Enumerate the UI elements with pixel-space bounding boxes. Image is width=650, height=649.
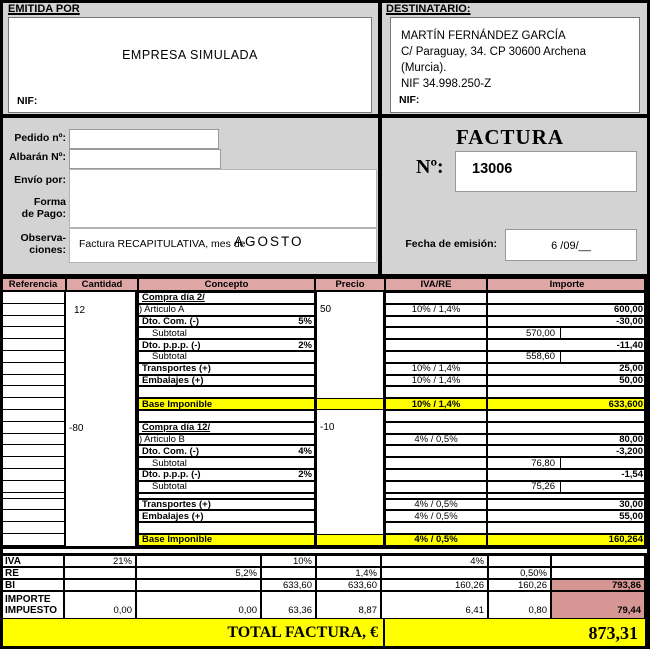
summary-cell: 21%: [64, 555, 136, 567]
invoice-number: 13006: [472, 161, 513, 177]
item-row: [138, 510, 647, 522]
iva-re-cell: 4% / 0,5%: [385, 510, 487, 522]
cantidad-value: 12: [74, 304, 86, 316]
column-header-ivare: IVA/RE: [385, 278, 487, 292]
concepto-cell: [138, 534, 315, 546]
referencia-cell: [0, 410, 66, 422]
iva-re-cell: [385, 522, 487, 534]
summary-row: [2, 555, 645, 567]
precio-cell: [315, 363, 385, 375]
concepto-label: Base Imponible: [142, 534, 213, 546]
concepto-cell: [138, 481, 315, 493]
summary-cell: 10%: [261, 555, 316, 567]
summary-label-line: RE: [5, 567, 19, 579]
importe-value: 55,00: [619, 510, 643, 522]
summary-label-re: [2, 567, 64, 579]
precio-cell: [315, 375, 385, 387]
summary-table: [0, 553, 647, 649]
iva-re-cell: [385, 410, 487, 422]
pedido-label: Pedido nº:: [14, 132, 66, 144]
summary-cell: [551, 555, 645, 567]
recipient-section-label: DESTINATARIO:: [386, 3, 471, 15]
summary-cell: 160,26: [381, 579, 488, 591]
concepto-label: Transportes (+): [142, 498, 211, 510]
concepto-cell: [138, 386, 315, 398]
paren-artifact: ): [139, 433, 143, 445]
horizontal-divider-2: [0, 274, 650, 278]
referencia-cell: [0, 481, 66, 493]
descuento-pct: 2%: [298, 469, 312, 481]
subtotal-value: 570,00: [488, 328, 561, 338]
concepto-cell: [138, 457, 315, 469]
summary-row: [2, 591, 645, 619]
summary-cell: 0,00: [136, 591, 261, 619]
invoice-panel: [378, 118, 650, 274]
concepto-label: Dto. p.p.p. (-): [142, 339, 201, 351]
summary-cell: 5,2%: [136, 567, 261, 579]
referencia-cell: [0, 398, 66, 410]
concepto-cell: [138, 363, 315, 375]
precio-cell: [315, 292, 385, 304]
concepto-cell: [138, 445, 315, 457]
referencia-cell: [0, 363, 66, 375]
subtotal-value: 75,26: [488, 482, 561, 492]
descuento-pct: 2%: [298, 339, 312, 351]
item-row: [138, 410, 647, 422]
summary-cell: 8,87: [316, 591, 381, 619]
importe-cell: [487, 363, 647, 375]
summary-label-line: IVA: [5, 555, 21, 567]
summary-label-line: BI: [5, 579, 15, 591]
item-row: [138, 304, 647, 316]
column-header-concepto: Concepto: [138, 278, 315, 292]
albaran-input[interactable]: [69, 149, 221, 169]
summary-cell: 633,60: [316, 579, 381, 591]
iva-re-cell: 4% / 0,5%: [385, 534, 487, 546]
summary-label-bi: [2, 579, 64, 591]
referencia-column: [0, 292, 66, 546]
summary-row: [2, 579, 645, 591]
concepto-label: Articulo A: [144, 304, 185, 316]
concepto-label: Compra día 2/: [142, 292, 205, 304]
issue-date-input[interactable]: [505, 229, 637, 261]
invoice-number-input[interactable]: [455, 151, 637, 192]
recipient-address-1: C/ Paraguay, 34. CP 30600 Archena: [401, 46, 586, 58]
concepto-cell: [138, 292, 315, 304]
column-header-importe: Importe: [487, 278, 647, 292]
column-header-referencia: Referencia: [0, 278, 66, 292]
importe-cell: [487, 481, 647, 493]
importe-cell: [487, 469, 647, 481]
summary-cell: [381, 567, 488, 579]
importe-value: -30,00: [616, 316, 643, 327]
iva-re-cell: [385, 292, 487, 304]
concepto-cell: [138, 398, 315, 410]
item-row: [138, 363, 647, 375]
importe-cell: [487, 304, 647, 316]
item-row: [138, 522, 647, 534]
iva-re-cell: 10% / 1,4%: [385, 363, 487, 375]
pedido-input[interactable]: [69, 129, 219, 149]
precio-cell: [315, 316, 385, 328]
invoice-number-label: Nº:: [416, 156, 444, 178]
emitter-nif-label: NIF:: [17, 95, 38, 107]
concepto-label: Dto. p.p.p. (-): [142, 469, 201, 481]
precio-cell: [315, 499, 385, 511]
importe-value: 30,00: [619, 498, 643, 510]
emitter-panel: [0, 0, 381, 118]
total-row: [2, 619, 645, 647]
item-row: [138, 481, 647, 493]
referencia-cell: [0, 351, 66, 363]
referencia-cell: [0, 327, 66, 339]
iva-re-cell: [385, 386, 487, 398]
recipient-nif-label: NIF:: [399, 94, 420, 106]
iva-re-cell: 10% / 1,4%: [385, 304, 487, 316]
importe-value: 80,00: [619, 433, 643, 445]
column-header-precio: Precio: [315, 278, 385, 292]
item-row: [138, 434, 647, 446]
concepto-label: Compra día 12/: [142, 422, 211, 434]
iva-re-cell: [385, 457, 487, 469]
importe-cell: [487, 327, 647, 339]
summary-label-iva: [2, 555, 64, 567]
concepto-cell: [138, 522, 315, 534]
item-row: [138, 339, 647, 351]
precio-cell: [315, 386, 385, 398]
frame-top: [0, 0, 650, 3]
referencia-cell: [0, 304, 66, 316]
referencia-cell: [0, 386, 66, 398]
envio-forma-pago-input[interactable]: [69, 169, 377, 228]
importe-cell: [487, 292, 647, 304]
importe-cell: [487, 351, 647, 363]
recipient-box[interactable]: [390, 17, 640, 113]
emitter-company: EMPRESA SIMULADA: [122, 48, 258, 62]
summary-cell: 63,36: [261, 591, 316, 619]
precio-cell: [315, 510, 385, 522]
item-row: [138, 375, 647, 387]
importe-value: 160,264: [608, 534, 643, 546]
concepto-label: Dto. Com. (-): [142, 445, 199, 457]
importe-value: 633,600: [608, 398, 643, 410]
precio-cell: [315, 481, 385, 493]
items-table-header: [0, 278, 647, 292]
concepto-label: Embalajes (+): [142, 374, 204, 386]
importe-value: 25,00: [619, 363, 643, 375]
summary-cell: 1,4%: [316, 567, 381, 579]
invoice-title: FACTURA: [455, 125, 565, 149]
total-value-cell: 873,31: [385, 619, 645, 647]
forma-pago-label: Forma de Pago:: [21, 196, 66, 220]
summary-cell: 79,44: [551, 591, 645, 619]
summary-cell: [64, 567, 136, 579]
summary-cell: [136, 555, 261, 567]
importe-cell: [487, 434, 647, 446]
issue-date-label: Fecha de emisión:: [405, 238, 497, 250]
item-row: [138, 292, 647, 304]
summary-cell: 0,00: [64, 591, 136, 619]
precio-cell: [315, 469, 385, 481]
importe-cell: [487, 522, 647, 534]
item-row: [138, 445, 647, 457]
observaciones-month: AGOSTO: [234, 234, 304, 249]
concepto-label: Articulo B: [144, 433, 185, 445]
importe-cell: [487, 422, 647, 434]
importe-cell: [487, 398, 647, 410]
importe-cell: [487, 457, 647, 469]
summary-cell: 4%: [381, 555, 488, 567]
concepto-label: Base Imponible: [142, 398, 213, 410]
summary-label-line: IMPUESTO: [5, 605, 58, 616]
summary-cell: [261, 567, 316, 579]
item-row: [138, 386, 647, 398]
concepto-cell: [138, 499, 315, 511]
importe-cell: [487, 375, 647, 387]
referencia-cell: [0, 510, 66, 522]
summary-cell: [136, 579, 261, 591]
observaciones-text: Factura RECAPITULATIVA, mes de: [79, 238, 246, 250]
recipient-address-2: (Murcia).: [401, 62, 447, 74]
referencia-cell: [0, 499, 66, 511]
subtotal-value: 558,60: [488, 352, 561, 362]
summary-cell: [316, 555, 381, 567]
concepto-cell: [138, 422, 315, 434]
summary-row: [2, 567, 645, 579]
emitter-section-label: EMITIDA POR: [8, 3, 80, 15]
observaciones-input[interactable]: [69, 228, 377, 263]
importe-cell: [487, 499, 647, 511]
item-row: [138, 316, 647, 328]
precio-cell: [315, 339, 385, 351]
iva-re-cell: 4% / 0,5%: [385, 499, 487, 511]
items-table-bottom-border: [0, 546, 647, 550]
importe-value: -1,54: [621, 469, 643, 481]
observaciones-label: Observa- ciones:: [20, 232, 66, 256]
precio-cell: -10: [315, 422, 385, 434]
referencia-cell: [0, 522, 66, 534]
precio-cell: [315, 410, 385, 422]
concepto-cell: [138, 304, 315, 316]
concepto-label: Subtotal: [152, 481, 187, 493]
referencia-cell: [0, 445, 66, 457]
descuento-pct: 4%: [298, 445, 312, 457]
concepto-cell: [138, 316, 315, 328]
referencia-cell: [0, 316, 66, 328]
precio-cell: [315, 434, 385, 446]
cantidad-column: [66, 292, 138, 546]
iva-re-cell: [385, 316, 487, 328]
total-label-cell: TOTAL FACTURA, €: [2, 619, 385, 647]
referencia-cell: [0, 434, 66, 446]
concepto-cell: [138, 351, 315, 363]
referencia-cell: [0, 375, 66, 387]
item-row: [138, 351, 647, 363]
item-row: [138, 327, 647, 339]
item-row: [138, 457, 647, 469]
summary-label-line: IMPORTE: [5, 594, 51, 605]
summary-cell: 633,60: [261, 579, 316, 591]
precio-cell: [315, 351, 385, 363]
items-table-body: [138, 292, 647, 546]
importe-value: 50,00: [619, 374, 643, 386]
panel-divider: [378, 0, 382, 278]
column-header-cantidad: Cantidad: [66, 278, 138, 292]
summary-cell: [551, 567, 645, 579]
importe-value: 600,00: [613, 304, 643, 316]
iva-re-cell: [385, 327, 487, 339]
concepto-label: Embalajes (+): [142, 510, 204, 522]
recipient-name: MARTÍN FERNÁNDEZ GARCÍA: [401, 30, 566, 42]
concepto-cell: [138, 327, 315, 339]
concepto-cell: [138, 434, 315, 446]
precio-cell: [315, 522, 385, 534]
referencia-cell: [0, 422, 66, 434]
paren-artifact: ): [139, 304, 143, 316]
envio-label: Envío por:: [14, 174, 66, 186]
precio-cell: [315, 445, 385, 457]
emitter-box[interactable]: [8, 17, 372, 113]
summary-cell: 6,41: [381, 591, 488, 619]
precio-cell: [315, 327, 385, 339]
descuento-pct: 5%: [298, 316, 312, 327]
frame-left: [0, 0, 3, 649]
item-row: [138, 398, 647, 410]
subtotal-value: 76,80: [488, 458, 561, 468]
concepto-label: Subtotal: [152, 327, 187, 339]
importe-cell: [487, 316, 647, 328]
summary-cell: 160,26: [488, 579, 551, 591]
iva-re-cell: [385, 422, 487, 434]
iva-re-cell: [385, 445, 487, 457]
concepto-label: Subtotal: [152, 351, 187, 363]
concepto-cell: [138, 375, 315, 387]
precio-cell: 50: [315, 304, 385, 316]
concepto-label: Subtotal: [152, 457, 187, 469]
horizontal-divider-1: [0, 114, 650, 118]
form-panel: [0, 118, 381, 274]
item-row: [138, 469, 647, 481]
referencia-cell: [0, 534, 66, 546]
recipient-panel: [378, 0, 650, 118]
precio-cell: [315, 398, 385, 410]
referencia-cell: [0, 292, 66, 304]
albaran-label: Albarán Nº:: [9, 151, 66, 163]
iva-re-cell: [385, 351, 487, 363]
item-row: [138, 534, 647, 546]
issue-date-value: 6 /09/__: [551, 240, 591, 252]
referencia-cell: [0, 339, 66, 351]
recipient-nif-line: NIF 34.998.250-Z: [401, 78, 492, 90]
summary-cell: 793,86: [551, 579, 645, 591]
importe-value: -11,40: [616, 339, 643, 351]
summary-label-importe-impuesto: [2, 591, 64, 619]
cantidad-value: -80: [69, 422, 84, 434]
referencia-cell: [0, 457, 66, 469]
precio-cell: [315, 534, 385, 546]
concepto-cell: [138, 469, 315, 481]
iva-re-cell: 10% / 1,4%: [385, 398, 487, 410]
iva-re-cell: [385, 339, 487, 351]
concepto-label: Dto. Com. (-): [142, 316, 199, 327]
summary-cell: 0,80: [488, 591, 551, 619]
importe-cell: [487, 534, 647, 546]
importe-cell: [487, 510, 647, 522]
item-row: [138, 422, 647, 434]
iva-re-cell: 4% / 0,5%: [385, 434, 487, 446]
concepto-cell: [138, 339, 315, 351]
concepto-label: Transportes (+): [142, 363, 211, 375]
referencia-cell: [0, 469, 66, 481]
iva-re-cell: [385, 469, 487, 481]
summary-cell: [488, 555, 551, 567]
importe-value: -3,200: [616, 445, 643, 457]
importe-cell: [487, 339, 647, 351]
importe-cell: [487, 445, 647, 457]
iva-re-cell: [385, 481, 487, 493]
precio-cell: [315, 457, 385, 469]
item-row: [138, 499, 647, 511]
summary-cell: 0,50%: [488, 567, 551, 579]
concepto-cell: [138, 510, 315, 522]
concepto-cell: [138, 410, 315, 422]
iva-re-cell: 10% / 1,4%: [385, 375, 487, 387]
importe-cell: [487, 410, 647, 422]
importe-cell: [487, 386, 647, 398]
summary-cell: [64, 579, 136, 591]
